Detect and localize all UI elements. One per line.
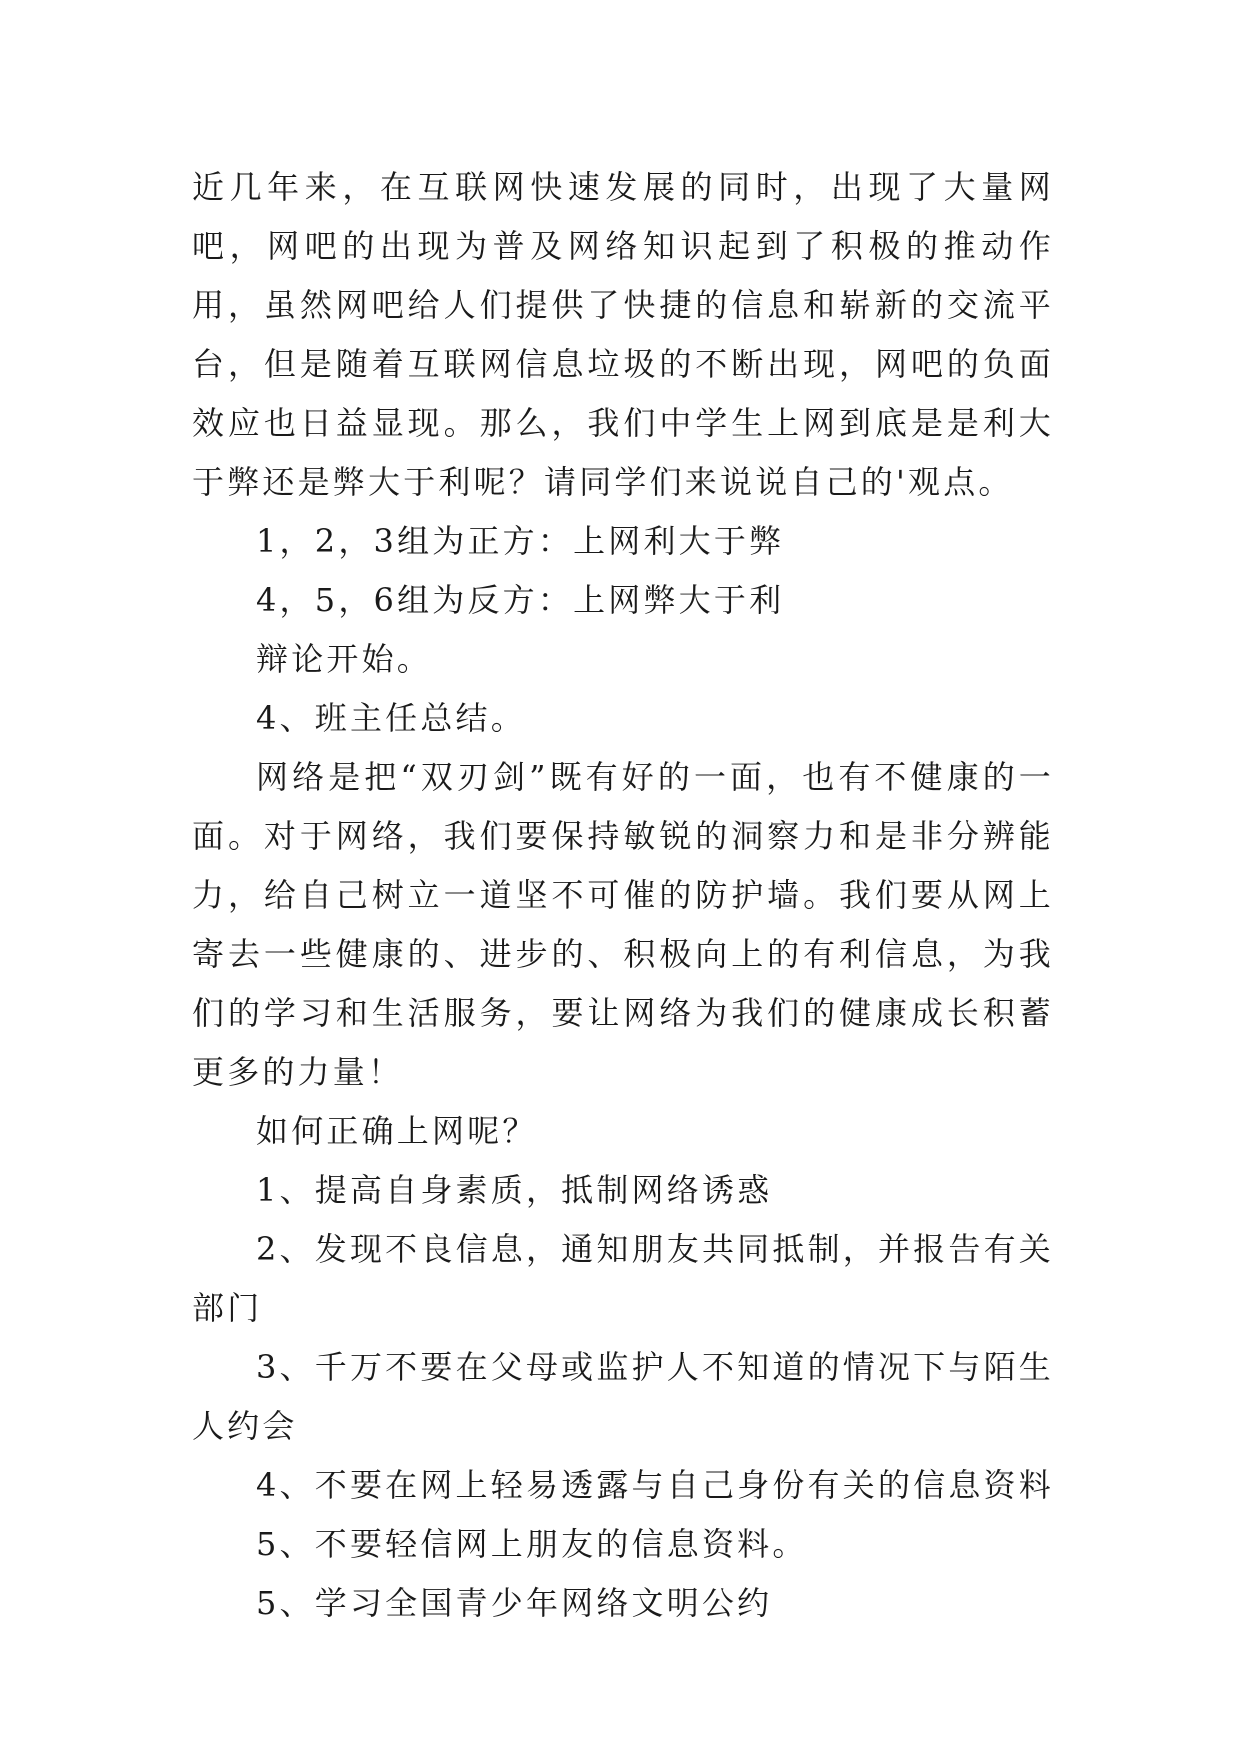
list-item: 1、提高自身素质，抵制网络诱惑 xyxy=(256,1171,773,1209)
list-item: 5、不要轻信网上朋友的信息资料。 xyxy=(256,1525,808,1563)
list-item: 5、学习全国青少年网络文明公约 xyxy=(256,1584,773,1622)
how-to-go-online-heading: 如何正确上网呢？ xyxy=(256,1112,538,1150)
summary-paragraph: 网络是把“双刃剑”既有好的一面，也有不健康的一面。对于网络，我们要保持敏锐的洞察力和是非分辨能力，给自己树立一道坚不可催的防护墙。我们要从网上寄去一些健康的、进步的、积极向上的有利信息，为我们的学习和生活服务，要让网络为我们的健康成长积蓄更多的力量！ xyxy=(192,758,1054,1091)
debate-start-line: 辩论开始。 xyxy=(256,640,433,678)
list-item: 4、不要在网上轻易透露与自己身份有关的信息资料 xyxy=(256,1466,1054,1504)
team-negative-line: 4，5，6组为反方：上网弊大于利 xyxy=(256,581,785,619)
list-item: 2、发现不良信息，通知朋友共同抵制，并报告有关部门 xyxy=(192,1230,1054,1327)
intro-paragraph: 近几年来，在互联网快速发展的同时，出现了大量网吧，网吧的出现为普及网络知识起到了积极的推动作用，虽然网吧给人们提供了快捷的信息和崭新的交流平台，但是随着互联网信息垃圾的不断出现，网吧的负面效应也日益显现。那么，我们中学生上网到底是是利大于弊还是弊大于利呢？请同学们来说说自己的'观点。 xyxy=(192,168,1054,501)
document-body xyxy=(192,158,1054,1633)
teacher-summary-heading: 4、班主任总结。 xyxy=(256,699,526,737)
list-item: 3、千万不要在父母或监护人不知道的情况下与陌生人约会 xyxy=(192,1348,1054,1445)
team-affirmative-line: 1，2，3组为正方：上网利大于弊 xyxy=(256,522,785,560)
